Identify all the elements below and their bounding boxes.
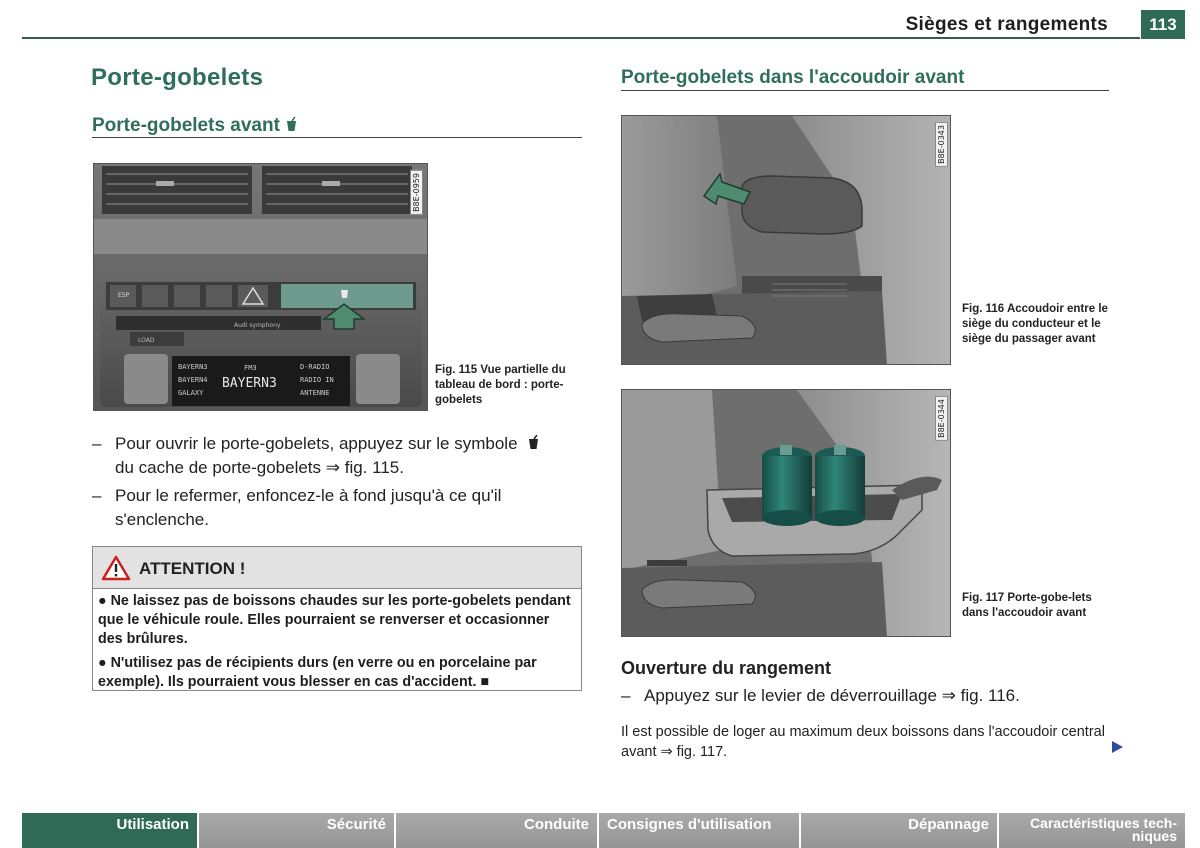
- instruction-close: – Pour le refermer, enfoncez-le à fond jusqu'à ce qu'il s'enclenche.: [92, 486, 502, 529]
- tab-conduite[interactable]: Conduite: [396, 813, 599, 848]
- section-title: Sièges et rangements: [905, 14, 1108, 35]
- armrest-title-rule: [621, 90, 1109, 91]
- armrest-paragraph: Il est possible de loger au maximum deux boissons dans l'accoudoir central avant ⇒ fig. 117.: [621, 724, 1105, 760]
- station-list-r2: RADIO IN: [300, 376, 334, 384]
- subtitle-rule: [92, 137, 582, 138]
- page-number: 113: [1141, 10, 1185, 39]
- figure-117-caption: Fig. 117 Porte-gobe-lets dans l'accoudoir avant: [962, 592, 1092, 619]
- chapter-tab-bar: [22, 813, 1185, 848]
- figure-code: B8E-0343: [935, 122, 948, 167]
- cup-holder-icon: [286, 117, 297, 132]
- figure-code: B8E-0959: [410, 170, 423, 215]
- subtitle-front-cup-holders: [92, 115, 297, 137]
- next-page-arrow-icon: [1112, 741, 1123, 753]
- tab-depannage[interactable]: Dépannage: [801, 813, 999, 848]
- tab-consignes[interactable]: Consignes d'utilisation: [599, 813, 801, 848]
- warning-item: ● N'utilisez pas de récipients durs (en verre ou en porcelaine par exemple). Ils pourraient vous blesser en cas d'accident. ■: [98, 655, 537, 690]
- load-button-label: LOAD: [138, 337, 155, 344]
- station-list-3: GALAXY: [178, 389, 204, 397]
- warning-item: ● Ne laissez pas de boissons chaudes sur les porte-gobelets pendant que le véhicule roule. Elles pourraient se renverser et occasionner des brûlures.: [98, 593, 571, 647]
- station-list-r1: D-RADIO: [300, 363, 330, 371]
- instruction-open: – Pour ouvrir le porte-gobelets, appuyez sur le symbole du cache de porte-gobelets ⇒ fig. 115.: [92, 432, 587, 480]
- dashboard-figure: [93, 163, 428, 411]
- instruction-unlock: – Appuyez sur le levier de déverrouillage ⇒ fig. 116.: [621, 686, 1020, 705]
- warning-box: [92, 546, 582, 691]
- main-title: Porte-gobelets: [91, 64, 264, 91]
- cupholder-armrest-figure: [621, 389, 951, 637]
- figure-116-caption: Fig. 116 Accoudoir entre le siège du conducteur et le siège du passager avant: [962, 303, 1108, 345]
- tab-utilisation[interactable]: Utilisation: [22, 813, 199, 848]
- opening-subheading: Ouverture du rangement: [621, 658, 832, 678]
- armrest-figure: [621, 115, 951, 365]
- warning-triangle-icon: [101, 555, 131, 586]
- header-rule: [22, 37, 1140, 39]
- band-label: FM3: [244, 364, 257, 372]
- tab-caracteristiques[interactable]: Caractéristiques tech-niques: [999, 813, 1185, 848]
- figure-code: B8E-0344: [935, 396, 948, 441]
- cup-holder-icon: [528, 435, 539, 450]
- warning-header: [93, 547, 581, 589]
- warning-title: ATTENTION !: [139, 559, 246, 578]
- subtitle-text: Porte-gobelets avant: [92, 115, 280, 136]
- figure-115-caption: Fig. 115 Vue partielle du tableau de bord : porte-gobelets: [435, 364, 566, 406]
- current-station: BAYERN3: [222, 376, 277, 391]
- station-list-r3: ANTENNE: [300, 389, 330, 397]
- esp-button-label: ESP: [118, 292, 130, 299]
- station-list-2: BAYERN4: [178, 376, 208, 384]
- tab-securite[interactable]: Sécurité: [199, 813, 396, 848]
- radio-brand-label: Audi symphony: [234, 322, 281, 329]
- station-list-1: BAYERN3: [178, 363, 208, 371]
- armrest-section-title: Porte-gobelets dans l'accoudoir avant: [621, 67, 965, 88]
